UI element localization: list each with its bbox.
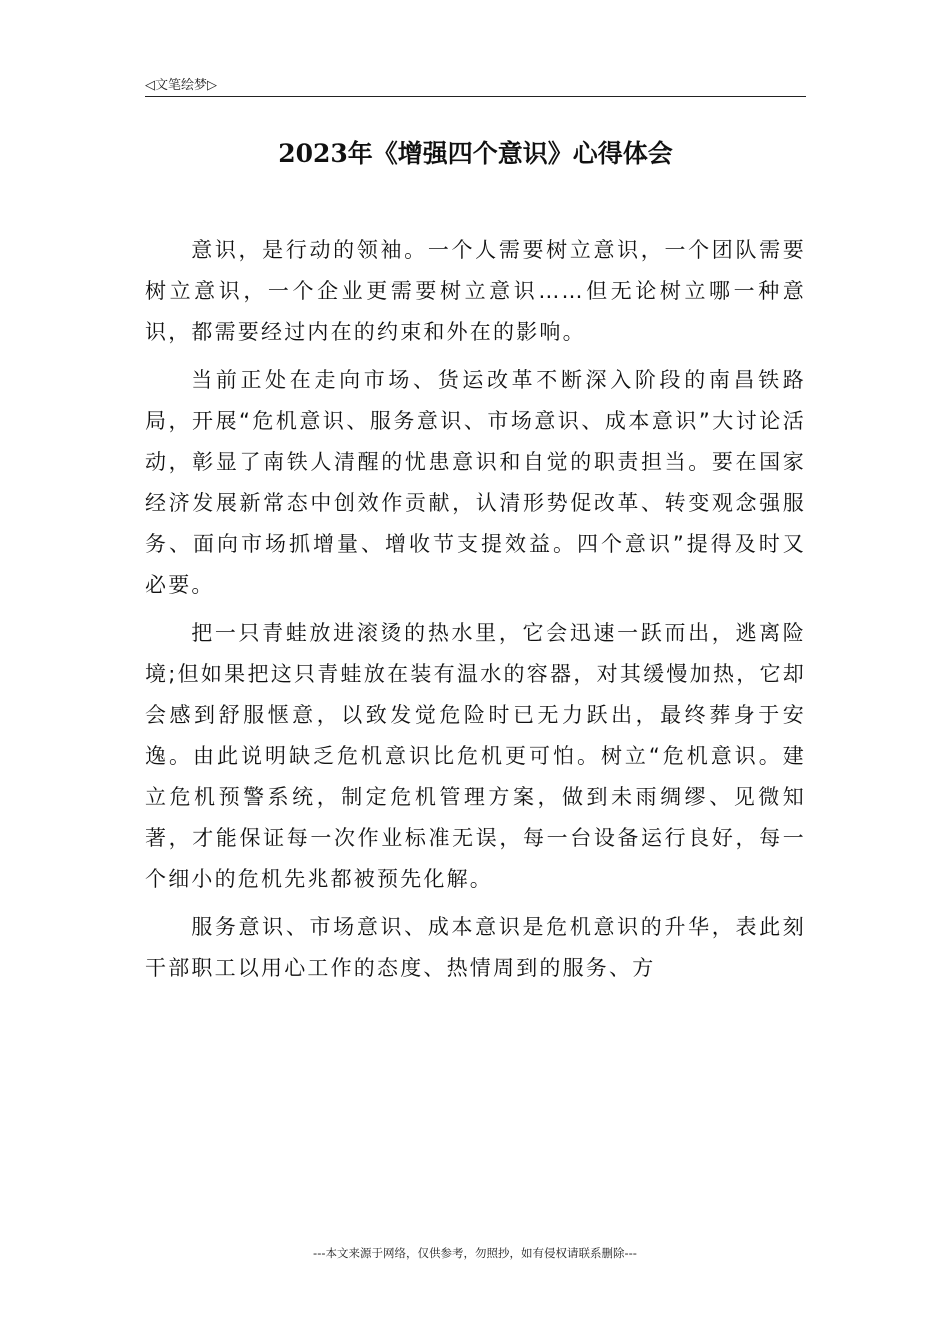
paragraph-4: 服务意识、市场意识、成本意识是危机意识的升华，表此刻干部职工以用心工作的态度、热情周到的服务、方 (145, 915, 806, 980)
paragraph-2: 当前正处在走向市场、货运改革不断深入阶段的南昌铁路局，开展“危机意识、服务意识、市场意识、成本意识”大讨论活动，彰显了南铁人清醒的忧患意识和自觉的职责担当。要在国家经济发展新常态中创效作贡献，认清形势促改革、转变观念强服务、面向市场抓增量、增收节支提效益。四个意识”提得及时又必要。 (145, 368, 806, 597)
document-body (145, 230, 806, 996)
paragraph-1: 意识，是行动的领袖。一个人需要树立意识，一个团队需要树立意识，一个企业更需要树立意识……但无论树立哪一种意识，都需要经过内在的约束和外在的影响。 (145, 238, 806, 344)
footer-disclaimer: ---本文来源于网络，仅供参考，勿照抄，如有侵权请联系删除--- (313, 1246, 637, 1260)
page-title: 2023年《增强四个意识》心得体会 (278, 139, 673, 168)
header-label: ◁文笔绘梦▷ (145, 78, 217, 93)
header-divider (145, 96, 806, 97)
paragraph-3: 把一只青蛙放进滚烫的热水里，它会迅速一跃而出，逃离险境;但如果把这只青蛙放在装有温水的容器，对其缓慢加热，它却会感到舒服惬意，以致发觉危险时已无力跃出，最终葬身于安逸。由此说明缺乏危机意识比危机更可怕。树立“危机意识。建立危机预警系统，制定危机管理方案，做到未雨绸缪、见微知著，才能保证每一次作业标准无误，每一台设备运行良好，每一个细小的危机先兆都被预先化解。 (145, 621, 806, 891)
